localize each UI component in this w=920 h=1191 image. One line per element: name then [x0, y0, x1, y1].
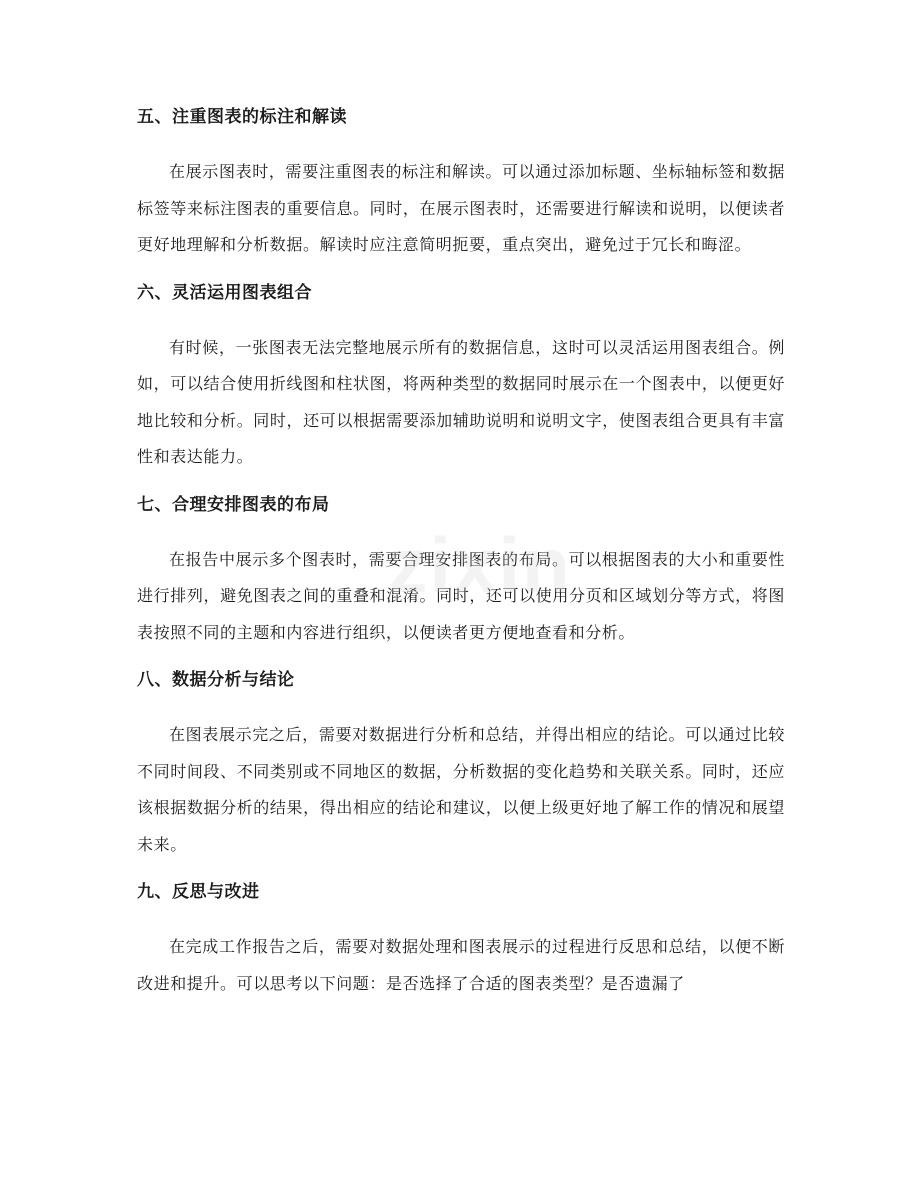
section-5 — [137, 104, 785, 264]
section-heading: 五、注重图表的标注和解读 — [137, 107, 347, 127]
section-6 — [137, 280, 785, 476]
section-heading: 八、数据分析与结论 — [137, 670, 295, 690]
section-paragraph: 有时候，一张图表无法完整地展示所有的数据信息，这时可以灵活运用图表组合。例如，可以结合使用折线图和柱状图，将两种类型的数据同时展示在一个图表中，以便更好地比较和分析。同时，还可以根据需要添加辅助说明和说明文字，使图表组合更具有丰富性和表达能力。 — [137, 337, 785, 466]
section-paragraph: 在展示图表时，需要注重图表的标注和解读。可以通过添加标题、坐标轴标签和数据标签等来标注图表的重要信息。同时，在展示图表时，还需要进行解读和说明，以便读者更好地理解和分析数据。解读时应注意简明扼要，重点突出，避免过于冗长和晦涩。 — [137, 162, 785, 254]
section-heading: 九、反思与改进 — [137, 882, 260, 902]
section-paragraph: 在完成工作报告之后，需要对数据处理和图表展示的过程进行反思和总结，以便不断改进和提升。可以思考以下问题：是否选择了合适的图表类型？是否遗漏了 — [137, 937, 785, 993]
section-paragraph: 在报告中展示多个图表时，需要合理安排图表的布局。可以根据图表的大小和重要性进行排列，避免图表之间的重叠和混淆。同时，还可以使用分页和区域划分等方式，将图表按照不同的主题和内容进行组织，以便读者更方便地查看和分析。 — [137, 549, 785, 642]
section-8 — [137, 667, 785, 863]
section-heading: 六、灵活运用图表组合 — [137, 282, 312, 303]
section-9 — [137, 879, 785, 1002]
document-body — [137, 104, 785, 1018]
section-7 — [137, 492, 785, 652]
watermark: zixin — [388, 521, 572, 609]
section-heading: 七、合理安排图表的布局 — [137, 494, 330, 515]
section-paragraph: 在图表展示完之后，需要对数据进行分析和总结，并得出相应的结论。可以通过比较不同时间段、不同类别或不同地区的数据，分析数据的变化趋势和关联关系。同时，还应该根据数据分析的结果，得出相应的结论和建议，以便上级更好地了解工作的情况和展望未来。 — [137, 725, 785, 854]
